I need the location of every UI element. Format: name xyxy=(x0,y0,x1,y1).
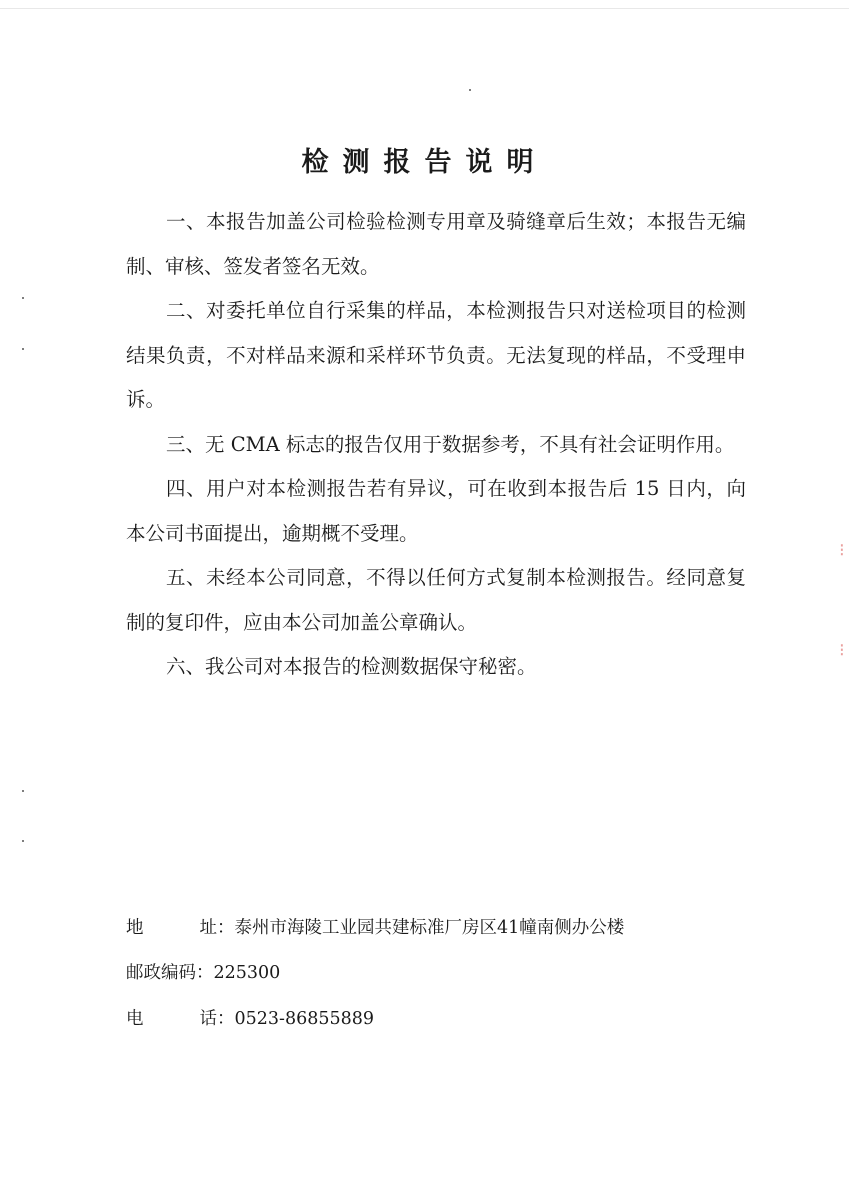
notes-body xyxy=(126,200,746,690)
postal-label: 邮政编码： xyxy=(126,963,214,983)
seam-stamp-fragment-top: ⁝ xyxy=(839,540,845,561)
top-scan-line xyxy=(0,8,849,9)
address-label-1: 地 xyxy=(126,918,144,938)
note-paragraph-6: 六、我公司对本报告的检测数据保守秘密。 xyxy=(166,655,537,678)
phone-label-1: 电 xyxy=(126,1009,144,1029)
address-label-2: 址： xyxy=(199,918,235,938)
scan-speck xyxy=(22,840,24,842)
address-line xyxy=(126,915,726,941)
address-value: 泰州市海陵工业园共建标准厂房区41幢南侧办公楼 xyxy=(234,918,625,938)
scan-speck xyxy=(469,89,471,91)
page-title: 检测报告说明 xyxy=(301,147,548,178)
note-paragraph-1: 一、本报告加盖公司检验检测专用章及骑缝章后生效；本报告无编制、审核、签发者签名无效。 xyxy=(126,210,746,278)
scan-speck xyxy=(22,348,24,350)
note-paragraph-4: 四、用户对本检测报告若有异议，可在收到本报告后 15 日内，向本公司书面提出，逾期概不受理。 xyxy=(126,477,746,545)
scan-speck xyxy=(22,790,24,792)
postal-value: 225300 xyxy=(213,963,281,983)
postal-line xyxy=(126,960,726,986)
note-paragraph-2: 二、对委托单位自行采集的样品，本检测报告只对送检项目的检测结果负责，不对样品来源和采样环节负责。无法复现的样品，不受理申诉。 xyxy=(126,299,746,411)
scan-speck xyxy=(22,297,24,299)
phone-value: 0523-86855889 xyxy=(234,1009,375,1029)
seam-stamp-fragment-bottom: ⁝ xyxy=(839,640,845,661)
phone-line xyxy=(126,1006,726,1032)
note-paragraph-3: 三、无 CMA 标志的报告仅用于数据参考，不具有社会证明作用。 xyxy=(166,432,735,456)
phone-label-2: 话： xyxy=(199,1009,235,1029)
note-paragraph-5: 五、未经本公司同意，不得以任何方式复制本检测报告。经同意复制的复印件，应由本公司加盖公章确认。 xyxy=(126,566,746,634)
